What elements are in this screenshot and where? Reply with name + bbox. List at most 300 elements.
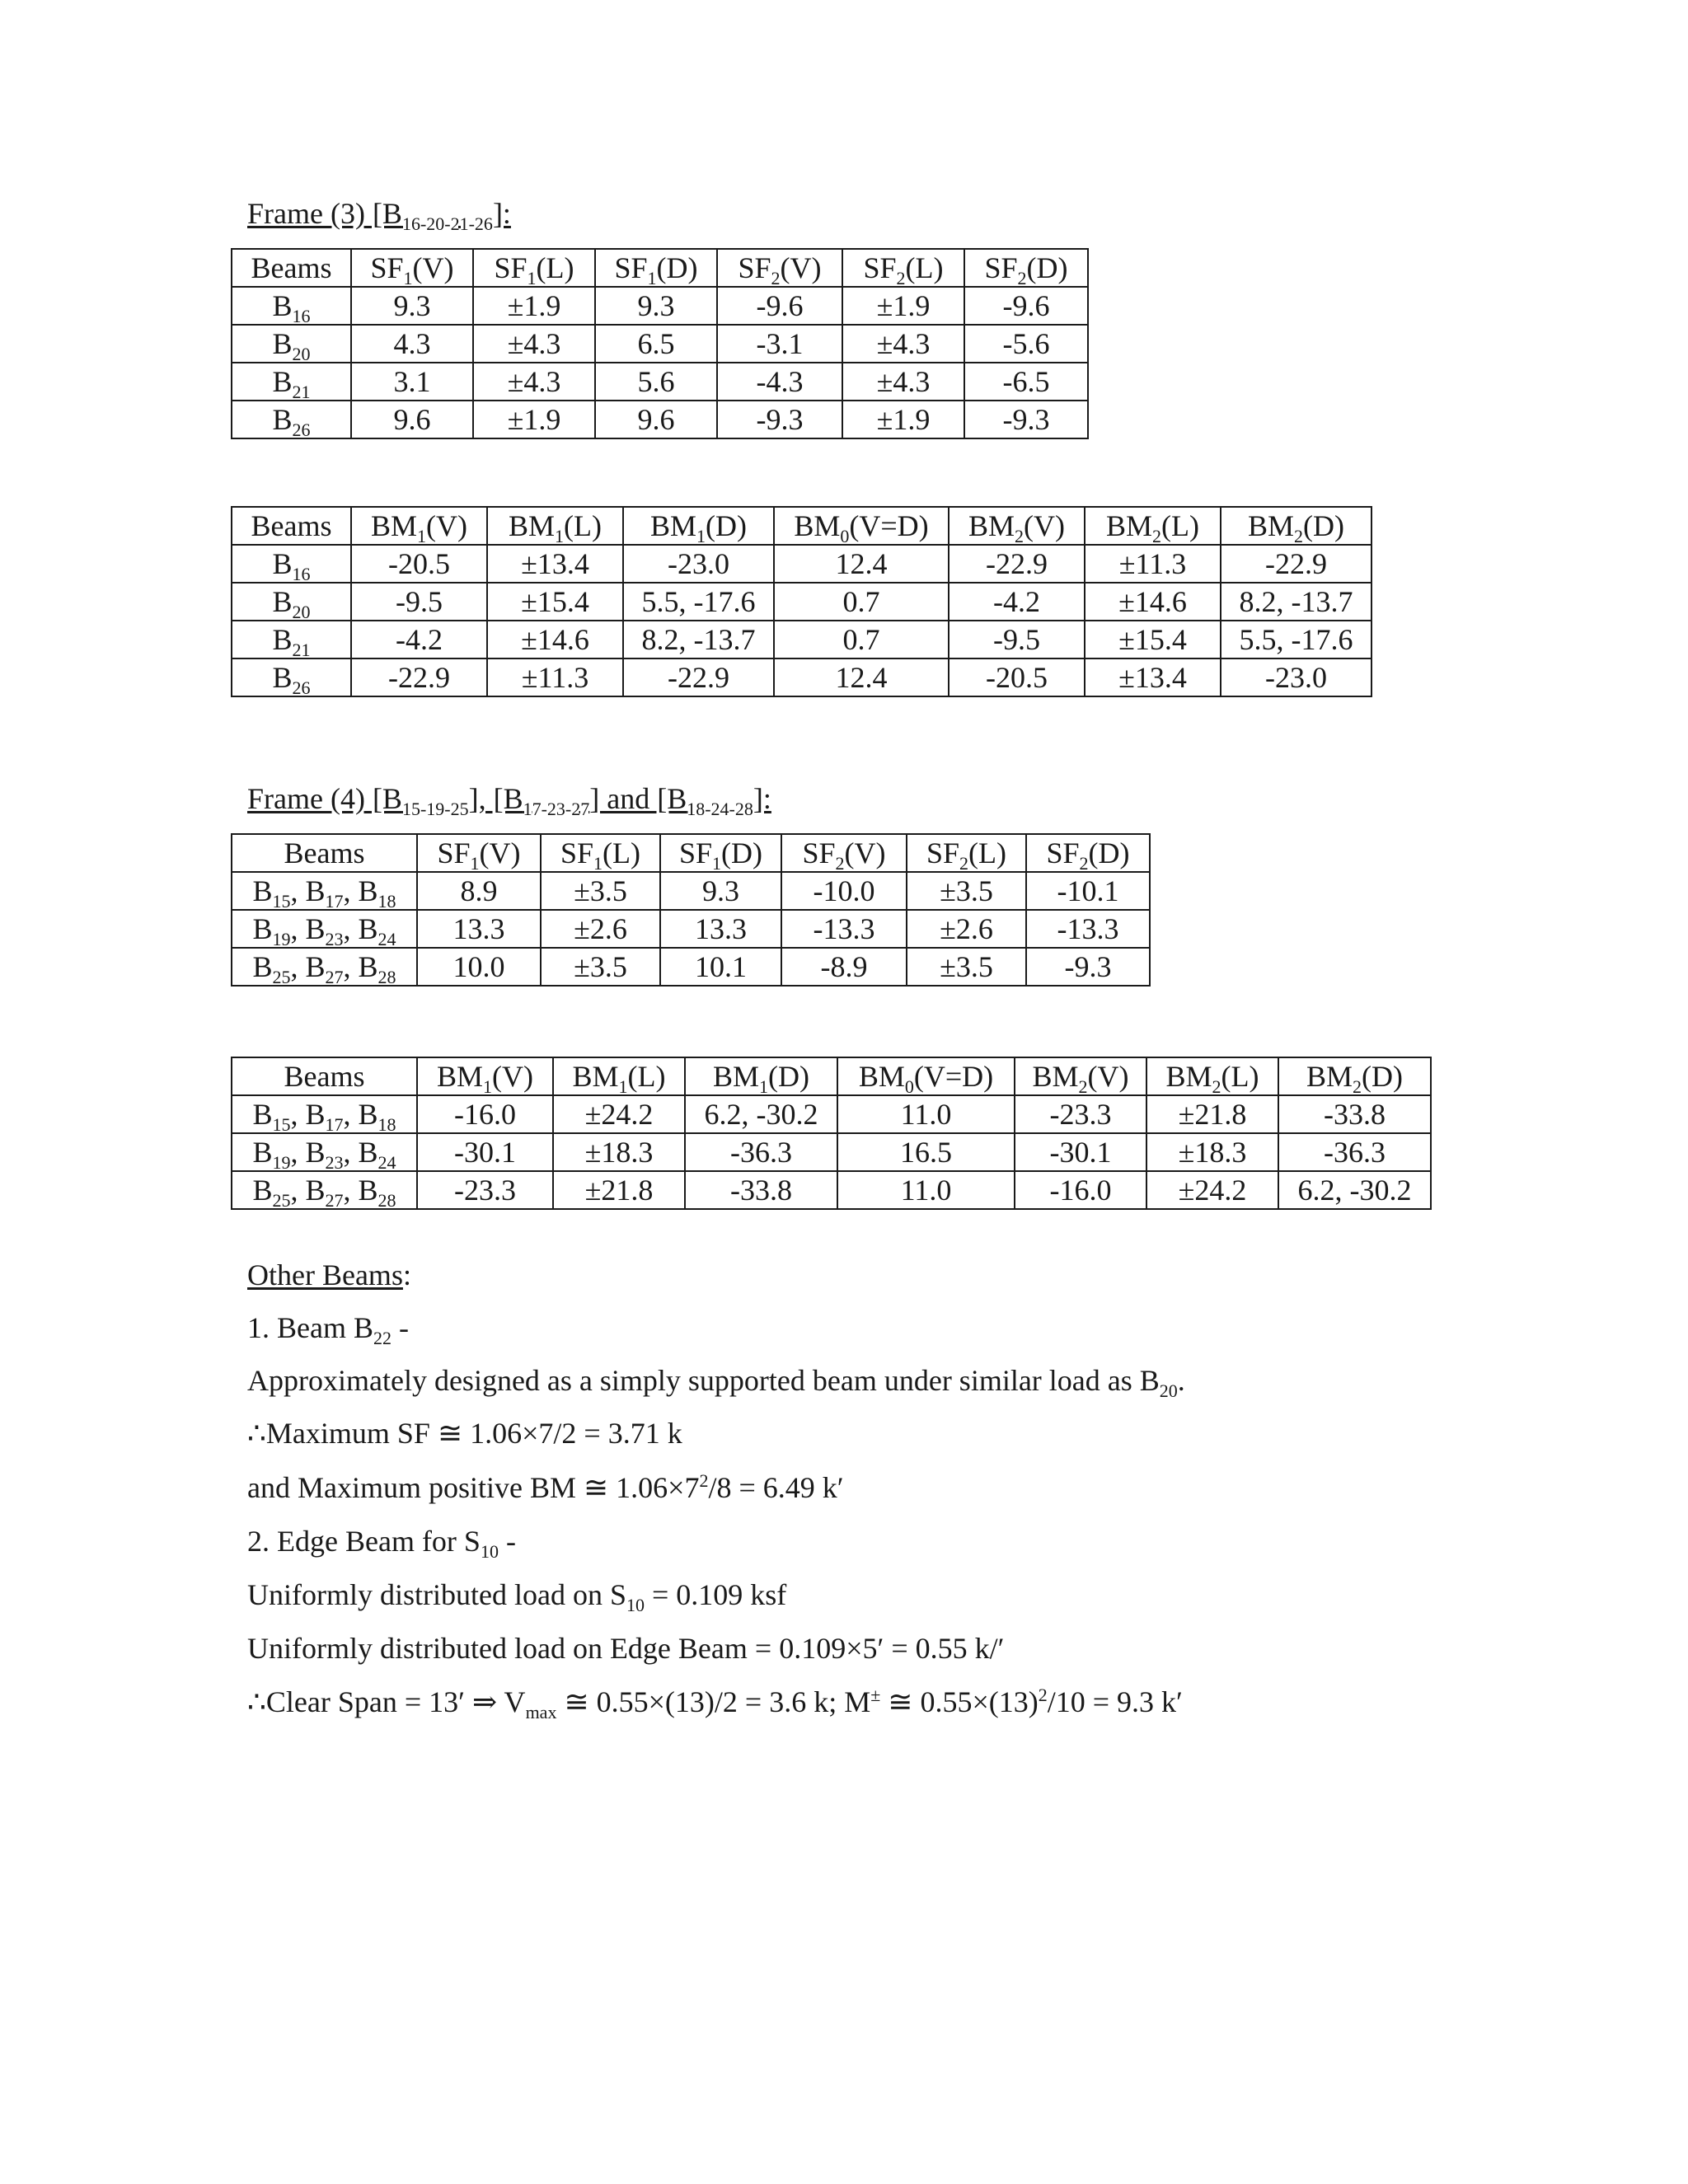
column-header (781, 834, 907, 872)
table-row (232, 545, 1372, 583)
table-cell: -4.2 (949, 583, 1085, 621)
edge-beam-load: Uniformly distributed load on Edge Beam = 0.109×5′ = 0.55 k/′ (247, 1632, 1005, 1665)
beam-letter: B (305, 1098, 326, 1131)
header-suffix: (L) (536, 251, 574, 284)
table-cell: ±3.5 (907, 872, 1026, 910)
column-header (1026, 834, 1150, 872)
table-row (232, 583, 1372, 621)
table-cell: ±2.6 (541, 910, 660, 948)
table-cell: ±18.3 (1146, 1133, 1278, 1171)
beam-subscript: 19 (272, 929, 291, 950)
column-header (351, 249, 473, 287)
table-cell: 9.3 (351, 287, 473, 325)
header-suffix: (D) (1088, 837, 1130, 869)
beam-subscript: 24 (377, 929, 396, 950)
header-text: SF (926, 837, 960, 869)
table-cell: -9.5 (351, 583, 487, 621)
beam-letter: B (272, 403, 293, 436)
table-cell: ±3.5 (541, 948, 660, 986)
frame-3-shear-force-table (231, 248, 1089, 439)
table-row (232, 658, 1372, 696)
column-header (1146, 1057, 1278, 1098)
header-text: SF (494, 251, 528, 284)
table-cell: ±13.4 (1085, 658, 1221, 696)
beam-label-cell (232, 658, 351, 699)
beam-label-cell (232, 325, 351, 363)
beam-label-cell (232, 583, 351, 621)
table-cell: 10.1 (660, 948, 781, 986)
table-cell: 10.0 (417, 948, 541, 986)
header-text: BM (436, 1060, 484, 1093)
column-header (351, 507, 487, 545)
table-cell: -33.8 (685, 1171, 837, 1209)
table-cell: ±15.4 (487, 583, 623, 621)
table-cell: 5.5, -17.6 (623, 583, 774, 621)
table-row (232, 1095, 1431, 1133)
table-row (232, 872, 1150, 910)
beam-separator: , (290, 1174, 306, 1207)
table-cell: ±15.4 (1085, 621, 1221, 658)
column-header (842, 249, 964, 287)
table-cell: -23.3 (417, 1171, 553, 1209)
column-header (232, 507, 351, 545)
beam-label-cell (232, 401, 351, 441)
table-cell: -30.1 (1015, 1133, 1146, 1171)
table-cell: -16.0 (417, 1095, 553, 1133)
column-header (232, 834, 417, 872)
column-header (837, 1057, 1015, 1098)
column-header (685, 1057, 837, 1098)
column-header (964, 249, 1088, 287)
header-subscript: 1 (470, 853, 480, 874)
table-cell: ±4.3 (842, 363, 964, 401)
beam-subscript: 18 (377, 1114, 396, 1136)
table-cell: ±1.9 (842, 287, 964, 325)
table-cell: 5.5, -17.6 (1221, 621, 1372, 658)
table-cell: -9.6 (964, 287, 1088, 325)
beam-subscript: 25 (272, 967, 291, 988)
beam-separator: , (343, 1098, 359, 1131)
header-subscript: 2 (1353, 1076, 1362, 1098)
beam-b22-max-bm: and Maximum positive BM ≅ $1.06\times 7^2/8 = 6.49$ k′ (247, 1470, 844, 1504)
header-suffix: (D) (1026, 251, 1068, 284)
table-row (232, 910, 1150, 948)
beam-letter: B (272, 623, 293, 656)
beam-letter: B (272, 289, 293, 322)
table-cell: -9.3 (1026, 948, 1150, 986)
header-suffix: (V) (780, 251, 822, 284)
frame-3-bending-moment-table (231, 506, 1372, 697)
beam-letter: B (358, 950, 378, 983)
table-row (232, 948, 1150, 986)
header-text: BM (794, 509, 841, 542)
header-text: SF (678, 837, 713, 869)
header-suffix: (L) (627, 1060, 666, 1093)
table-cell: -8.9 (781, 948, 907, 986)
column-header (541, 834, 660, 872)
table-cell: -36.3 (685, 1133, 837, 1171)
table-cell: ±1.9 (842, 401, 964, 438)
table-cell: 0.7 (774, 621, 949, 658)
header-subscript: 2 (835, 853, 845, 874)
table-cell: ±13.4 (487, 545, 623, 583)
header-subscript: 0 (840, 526, 850, 547)
table-cell: 6.2, -30.2 (1278, 1171, 1431, 1209)
beam-separator: , (290, 950, 306, 983)
beam-label-cell (232, 287, 351, 325)
table-cell: -22.9 (949, 545, 1085, 583)
beam-subscript: 23 (325, 1152, 344, 1174)
table-cell: ±18.3 (553, 1133, 685, 1171)
table-cell: -13.3 (781, 910, 907, 948)
table-cell: ±21.8 (1146, 1095, 1278, 1133)
header-suffix: (D) (721, 837, 763, 869)
header-subscript: 2 (896, 268, 906, 289)
column-header (1221, 507, 1372, 545)
table-cell: -22.9 (351, 658, 487, 696)
beam-separator: , (343, 912, 359, 945)
table-cell: 6.2, -30.2 (685, 1095, 837, 1133)
header-subscript: 1 (759, 1076, 769, 1098)
header-text: BM (1247, 509, 1295, 542)
header-suffix: (D) (1303, 509, 1344, 542)
column-header (553, 1057, 685, 1098)
beam-subscript: 21 (292, 382, 311, 403)
header-subscript: 2 (771, 268, 781, 289)
header-row (232, 1057, 1431, 1095)
beam-letter: B (272, 585, 293, 618)
beam-letter: B (252, 1174, 273, 1207)
table-cell: 8.2, -13.7 (1221, 583, 1372, 621)
beam-b22-description: Approximately designed as a simply supported beam under similar load as $B_{20}$. (247, 1364, 1185, 1402)
beam-subscript: 23 (325, 929, 344, 950)
header-suffix: (V=D) (849, 509, 929, 542)
column-header (949, 507, 1085, 545)
header-text: BM (649, 509, 697, 542)
table-cell: 9.6 (595, 401, 717, 438)
header-suffix: (D) (656, 251, 698, 284)
column-header (487, 507, 623, 545)
column-header (1085, 507, 1221, 545)
beam-letter: B (358, 1136, 378, 1169)
beam-letter: B (305, 874, 326, 907)
header-suffix: (V=D) (913, 1060, 994, 1093)
beam-subscript: 28 (377, 967, 396, 988)
column-header (660, 834, 781, 872)
beam-subscript: 27 (325, 967, 344, 988)
beam-subscript: 17 (325, 891, 344, 912)
beam-letter: B (305, 950, 326, 983)
beam-subscript: 15 (272, 891, 291, 912)
beam-subscript: 16 (292, 564, 311, 585)
header-subscript: 1 (647, 268, 657, 289)
beam-letter: B (272, 661, 293, 694)
table-cell: ±1.9 (473, 287, 595, 325)
header-subscript: 1 (527, 268, 537, 289)
header-subscript: 1 (696, 526, 706, 547)
edge-beam-slab-load: Uniformly distributed load on $S_{10} = 0.109$ ksf (247, 1578, 787, 1616)
header-suffix: (D) (706, 509, 747, 542)
header-subscript: 2 (1017, 268, 1027, 289)
header-subscript: 1 (593, 853, 603, 874)
table-cell: 0.7 (774, 583, 949, 621)
beam-letter: B (252, 874, 273, 907)
header-subscript: 2 (959, 853, 969, 874)
beam-letter: B (358, 874, 378, 907)
beam-letter: B (358, 1098, 378, 1131)
beam-separator: , (290, 1136, 306, 1169)
table-cell: 11.0 (837, 1171, 1015, 1209)
header-text: SF (802, 837, 836, 869)
table-cell: -9.3 (964, 401, 1088, 438)
beam-label-cell (232, 363, 351, 401)
column-header (623, 507, 774, 545)
header-text: SF (1046, 837, 1080, 869)
header-text: SF (614, 251, 648, 284)
header-text: Beams (284, 1060, 365, 1093)
table-cell: -10.1 (1026, 872, 1150, 910)
beam-subscript: 19 (272, 1152, 291, 1174)
table-cell: -22.9 (1221, 545, 1372, 583)
header-suffix: (L) (968, 837, 1006, 869)
table-cell: ±1.9 (473, 401, 595, 438)
header-subscript: 2 (1015, 526, 1025, 547)
table-cell: 13.3 (417, 910, 541, 948)
table-cell: -33.8 (1278, 1095, 1431, 1133)
table-cell: ±24.2 (553, 1095, 685, 1133)
beam-label-cell (232, 910, 417, 948)
table-cell: 11.0 (837, 1095, 1015, 1133)
header-suffix: (L) (603, 837, 640, 869)
column-header (595, 249, 717, 287)
table-cell: ±11.3 (1085, 545, 1221, 583)
header-suffix: (V) (479, 837, 521, 869)
beam-subscript: 26 (292, 419, 311, 441)
header-text: Beams (251, 509, 332, 542)
table-cell: -6.5 (964, 363, 1088, 401)
column-header (1015, 1057, 1146, 1098)
header-subscript: 2 (1294, 526, 1304, 547)
table-row (232, 1133, 1431, 1171)
beam-separator: , (343, 950, 359, 983)
table-cell: -5.6 (964, 325, 1088, 363)
table-cell: ±3.5 (541, 872, 660, 910)
table-cell: 12.4 (774, 658, 949, 696)
header-suffix: (D) (1362, 1060, 1403, 1093)
beam-letter: B (305, 1136, 326, 1169)
column-header (417, 834, 541, 872)
column-header (232, 1057, 417, 1095)
header-text: BM (968, 509, 1015, 542)
beam-subscript: 17 (325, 1114, 344, 1136)
table-cell: 5.6 (595, 363, 717, 401)
table-cell: 4.3 (351, 325, 473, 363)
table-row (232, 363, 1088, 401)
table-cell: ±4.3 (842, 325, 964, 363)
header-subscript: 1 (555, 526, 565, 547)
header-text: SF (437, 837, 471, 869)
column-header (473, 249, 595, 287)
table-cell: -9.6 (717, 287, 842, 325)
header-text: BM (1306, 1060, 1353, 1093)
edge-beam-title: 2. Edge Beam for $S_{10}$ - (247, 1525, 516, 1563)
table-cell: 9.6 (351, 401, 473, 438)
column-header (717, 249, 842, 287)
header-suffix: (V) (1024, 509, 1065, 542)
header-text: BM (572, 1060, 619, 1093)
table-cell: -16.0 (1015, 1171, 1146, 1209)
beam-subscript: 16 (292, 306, 311, 327)
table-cell: 3.1 (351, 363, 473, 401)
beam-subscript: 21 (292, 640, 311, 661)
header-suffix: (V) (412, 251, 454, 284)
beam-subscript: 27 (325, 1190, 344, 1212)
beam-label-cell (232, 621, 351, 661)
beam-separator: , (343, 874, 359, 907)
header-text: BM (712, 1060, 760, 1093)
header-text: SF (863, 251, 897, 284)
table-cell: ±14.6 (1085, 583, 1221, 621)
header-subscript: 2 (1079, 853, 1089, 874)
column-header (1278, 1057, 1431, 1098)
table-cell: ±11.3 (487, 658, 623, 696)
header-row (232, 834, 1150, 872)
header-subscript: 2 (1212, 1076, 1221, 1098)
table-cell: 12.4 (774, 545, 949, 583)
table-row (232, 287, 1088, 325)
table-row (232, 621, 1372, 658)
header-subscript: 0 (904, 1076, 914, 1098)
header-text: BM (370, 509, 418, 542)
header-text: SF (738, 251, 771, 284)
table-cell: -13.3 (1026, 910, 1150, 948)
other-beams-heading: Other Beams: (247, 1258, 411, 1291)
beam-b22-title: 1. Beam $B_{22}$ - (247, 1311, 409, 1349)
header-row (232, 507, 1372, 545)
table-cell: 8.2, -13.7 (623, 621, 774, 658)
table-cell: -9.3 (717, 401, 842, 438)
beam-subscript: 18 (377, 891, 396, 912)
beam-subscript: 15 (272, 1114, 291, 1136)
beam-letter: B (305, 1174, 326, 1207)
header-subscript: 1 (712, 853, 722, 874)
header-text: Beams (284, 837, 365, 869)
beam-label-cell (232, 1171, 417, 1212)
beam-letter: B (272, 327, 293, 360)
table-cell: -36.3 (1278, 1133, 1431, 1171)
frame-4-bending-moment-table (231, 1057, 1432, 1210)
table-row (232, 401, 1088, 438)
table-cell: ±14.6 (487, 621, 623, 658)
table-row (232, 1171, 1431, 1209)
beam-subscript: 24 (377, 1152, 396, 1174)
header-row (232, 249, 1088, 287)
column-header (232, 249, 351, 287)
header-subscript: 1 (417, 526, 427, 547)
frame-4-shear-force-table (231, 833, 1151, 987)
table-cell: ±2.6 (907, 910, 1026, 948)
header-text: SF (560, 837, 594, 869)
table-cell: -23.3 (1015, 1095, 1146, 1133)
header-suffix: (L) (905, 251, 944, 284)
table-cell: ±3.5 (907, 948, 1026, 986)
header-suffix: (L) (1161, 509, 1199, 542)
table-cell: 9.3 (660, 872, 781, 910)
table-cell: -9.5 (949, 621, 1085, 658)
beam-label-cell (232, 1133, 417, 1174)
table-cell: -22.9 (623, 658, 774, 696)
beam-subscript: 26 (292, 677, 311, 699)
beam-subscript: 25 (272, 1190, 291, 1212)
beam-subscript: 20 (292, 602, 311, 623)
header-text: BM (1165, 1060, 1212, 1093)
header-subscript: 2 (1152, 526, 1162, 547)
beam-separator: , (343, 1136, 359, 1169)
beam-letter: B (252, 1098, 273, 1131)
header-text: SF (370, 251, 404, 284)
header-suffix: (V) (426, 509, 467, 542)
table-cell: -10.0 (781, 872, 907, 910)
table-cell: -4.3 (717, 363, 842, 401)
table-cell: -3.1 (717, 325, 842, 363)
column-header (417, 1057, 553, 1098)
beam-separator: , (290, 912, 306, 945)
beam-label-cell (232, 545, 351, 583)
header-text: BM (1106, 509, 1153, 542)
beam-letter: B (272, 365, 293, 398)
header-subscript: 1 (403, 268, 413, 289)
table-cell: 13.3 (660, 910, 781, 948)
header-text: BM (1032, 1060, 1079, 1093)
table-cell: ±24.2 (1146, 1171, 1278, 1209)
table-cell: 9.3 (595, 287, 717, 325)
beam-subscript: 28 (377, 1190, 396, 1212)
header-subscript: 1 (483, 1076, 493, 1098)
beam-subscript: 20 (292, 344, 311, 365)
beam-separator: , (290, 1098, 306, 1131)
beam-separator: , (290, 874, 306, 907)
header-text: BM (858, 1060, 905, 1093)
table-cell: -23.0 (623, 545, 774, 583)
table-cell: -23.0 (1221, 658, 1372, 696)
header-text: Beams (251, 251, 332, 284)
table-cell: -20.5 (949, 658, 1085, 696)
header-text: BM (509, 509, 556, 542)
beam-letter: B (272, 547, 293, 580)
header-subscript: 1 (618, 1076, 628, 1098)
header-suffix: (L) (1221, 1060, 1259, 1093)
beam-letter: B (358, 1174, 378, 1207)
table-cell: 16.5 (837, 1133, 1015, 1171)
column-header (907, 834, 1026, 872)
table-cell: 6.5 (595, 325, 717, 363)
beam-label-cell (232, 948, 417, 986)
table-cell: ±4.3 (473, 325, 595, 363)
table-cell: ±4.3 (473, 363, 595, 401)
header-suffix: (V) (844, 837, 886, 869)
header-suffix: (L) (564, 509, 602, 542)
header-suffix: (V) (492, 1060, 533, 1093)
frame-3-heading: Frame (3) $[B_{16-20-21-26}]$: (247, 197, 511, 235)
edge-beam-span-results: ∴Clear Span = 13′ ⇒ $V_{max}$ ≅ 0.55×(13)/2 = 3.6 k; M± ≅ $0.55\times(13)^2/10 = 9.3$ k′ (247, 1685, 1183, 1723)
table-cell: -30.1 (417, 1133, 553, 1171)
table-cell: ±21.8 (553, 1171, 685, 1209)
beam-letter: B (252, 912, 273, 945)
table-row (232, 325, 1088, 363)
header-suffix: (D) (768, 1060, 809, 1093)
header-text: SF (984, 251, 1018, 284)
header-suffix: (V) (1087, 1060, 1129, 1093)
